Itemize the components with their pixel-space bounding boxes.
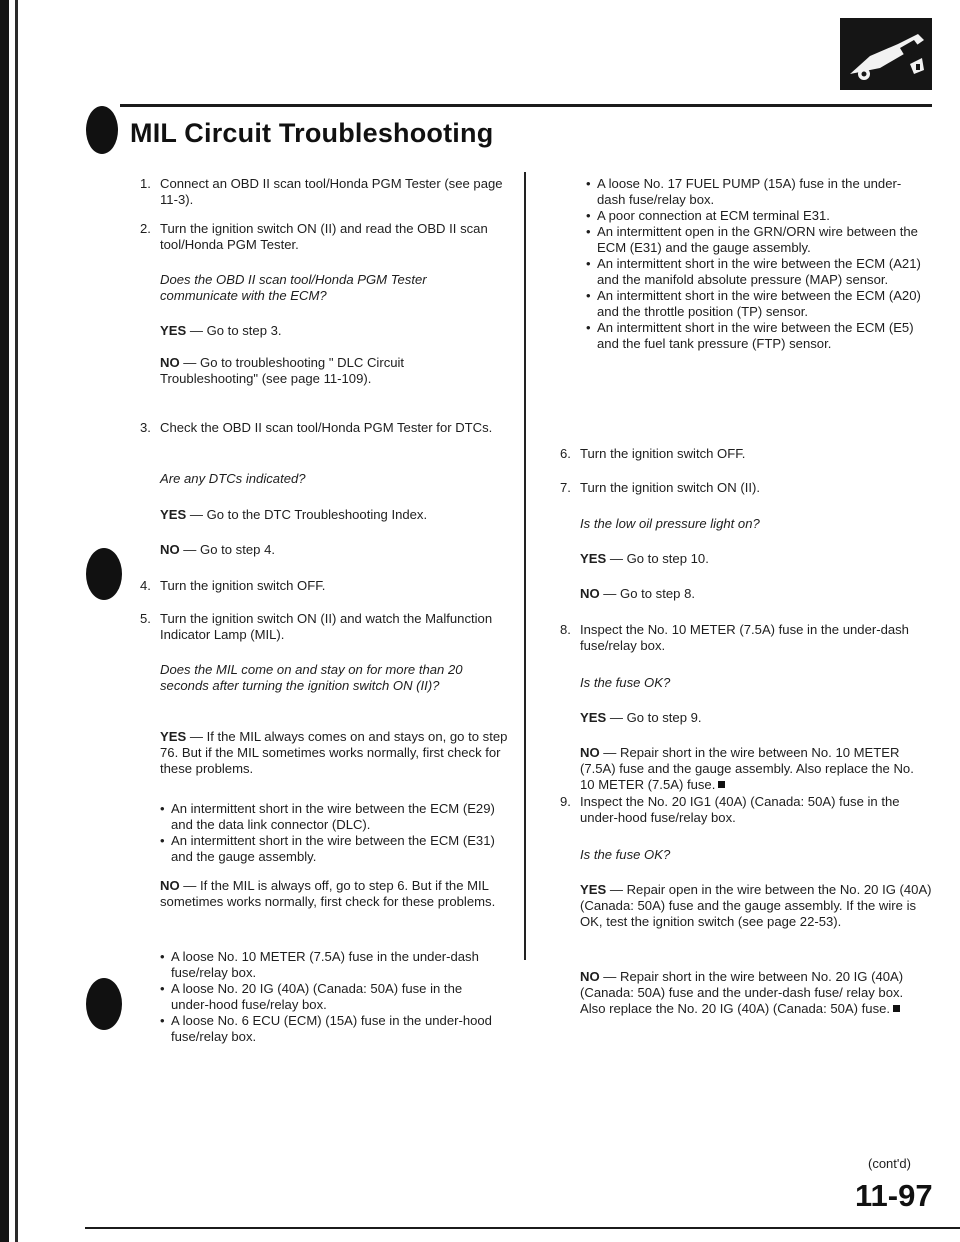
step-5-no: NO — If the MIL is always off, go to step 6. But if the MIL sometimes works normally, first check for these problems.: [160, 878, 496, 909]
page-number: 11-97: [855, 1178, 933, 1213]
step-3-yes: YES — Go to the DTC Troubleshooting Index.: [160, 507, 428, 522]
step-9-yes: YES — Repair open in the wire between the No. 20 IG (40A) (Canada: 50A) fuse and the gauge assembly. If the wire is OK, test the ignition switch (see page 22-53).: [580, 882, 932, 929]
list-item: • An intermittent short in the wire between the ECM (E31) and the gauge assembly.: [160, 833, 496, 865]
list-item: • An intermittent short in the wire between the ECM (E5) and the fuel tank pressure (FTP) sensor.: [586, 320, 926, 352]
step-5-yes: YES — If the MIL always comes on and stays on, go to step 76. But if the MIL sometimes works normally, first check for these problems.: [160, 729, 508, 776]
list-item: • A loose No. 10 METER (7.5A) fuse in the under-dash fuse/relay box.: [160, 949, 500, 981]
step-5-text: Turn the ignition switch ON (II) and watch the Malfunction Indicator Lamp (MIL).: [160, 611, 493, 642]
step-2-no: NO — Go to troubleshooting " DLC Circuit Troubleshooting" (see page 11-109).: [160, 355, 405, 386]
column-divider: [524, 172, 526, 960]
car-pen-icon: [840, 18, 932, 90]
hole-dot-middle: [86, 548, 122, 600]
step-8-no: NO — Repair short in the wire between No. 10 METER (7.5A) fuse and the gauge assembly. Also replace the No. 10 METER (7.5A) fuse.: [580, 745, 914, 792]
binding-bar-thin: [15, 0, 18, 1242]
list-item: • An intermittent short in the wire between the ECM (E29) and the data link connector (DLC).: [160, 801, 496, 833]
step-9-text: Inspect the No. 20 IG1 (40A) (Canada: 50A) fuse in the under-hood fuse/relay box.: [580, 794, 900, 825]
step-8-yes: YES — Go to step 9.: [580, 710, 702, 725]
step-7-question: Is the low oil pressure light on?: [580, 516, 760, 531]
step-7-text: Turn the ignition switch ON (II).: [580, 480, 760, 495]
step-8-text: Inspect the No. 10 METER (7.5A) fuse in the under-dash fuse/relay box.: [580, 622, 909, 653]
list-item: • A loose No. 20 IG (40A) (Canada: 50A) fuse in the under-hood fuse/relay box.: [160, 981, 500, 1013]
list-item: • An intermittent open in the GRN/ORN wire between the ECM (E31) and the gauge assembly.: [586, 224, 926, 256]
header-rule: [120, 104, 932, 107]
step-5-question: Does the MIL come on and stay on for more than 20 seconds after turning the ignition switch ON (II)?: [160, 662, 463, 693]
list-item: • An intermittent short in the wire between the ECM (A20) and the throttle position (TP) sensor.: [586, 288, 926, 320]
step-1-text: Connect an OBD II scan tool/Honda PGM Tester (see page 11-3).: [160, 176, 503, 207]
step-3-no: NO — Go to step 4.: [160, 542, 275, 557]
step-3-question: Are any DTCs indicated?: [160, 471, 306, 486]
step-4-text: Turn the ignition switch OFF.: [160, 578, 326, 593]
step-2-text: Turn the ignition switch ON (II) and read the OBD II scan tool/Honda PGM Tester.: [160, 221, 488, 252]
binding-bar: [0, 0, 9, 1242]
end-square-icon: [893, 1005, 900, 1012]
step-8-question: Is the fuse OK?: [580, 675, 671, 690]
continued-bullets: [586, 176, 926, 352]
step-2-yes: YES — Go to step 3.: [160, 323, 282, 338]
list-item: • A poor connection at ECM terminal E31.: [586, 208, 926, 224]
continued-note: (cont'd): [868, 1156, 911, 1171]
hole-dot-bottom: [86, 978, 122, 1030]
list-item: • A loose No. 17 FUEL PUMP (15A) fuse in the under-dash fuse/relay box.: [586, 176, 926, 208]
step-5-yes-bullets: [160, 801, 496, 865]
step-7-no: NO — Go to step 8.: [580, 586, 695, 601]
step-9-no: NO — Repair short in the wire between No. 20 IG (40A) (Canada: 50A) fuse and the under-dash fuse/ relay box. Also replace the No. 20 IG (40A) (Canada: 50A) fuse.: [580, 969, 904, 1016]
step-2-question: Does the OBD II scan tool/Honda PGM Tester communicate with the ECM?: [160, 272, 427, 303]
step-3-text: Check the OBD II scan tool/Honda PGM Tester for DTCs.: [160, 420, 493, 435]
end-square-icon: [718, 781, 725, 788]
step-7-yes: YES — Go to step 10.: [580, 551, 709, 566]
step-9-question: Is the fuse OK?: [580, 847, 671, 862]
list-item: • A loose No. 6 ECU (ECM) (15A) fuse in the under-hood fuse/relay box.: [160, 1013, 500, 1045]
step-5-no-bullets: [160, 949, 500, 1045]
list-item: • An intermittent short in the wire between the ECM (A21) and the manifold absolute pressure (MAP) sensor.: [586, 256, 926, 288]
hole-dot-title: [86, 106, 118, 154]
footer-rule: [85, 1227, 960, 1229]
step-6-text: Turn the ignition switch OFF.: [580, 446, 746, 461]
page-title: MIL Circuit Troubleshooting: [130, 118, 494, 148]
